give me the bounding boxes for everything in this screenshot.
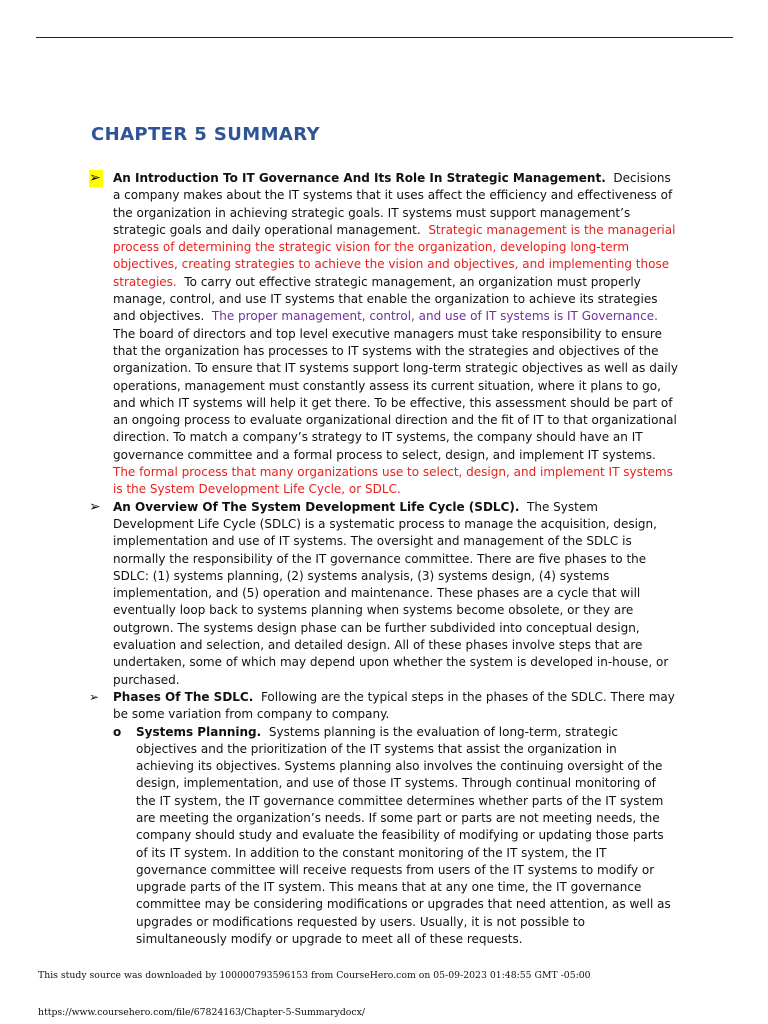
- section-sdlc-phases: [89, 689, 678, 724]
- subsection-heading: Systems Planning.: [136, 724, 262, 739]
- header-rule: [36, 37, 733, 38]
- document-body: [89, 170, 678, 948]
- section-it-governance: [89, 170, 678, 499]
- source-url: https://www.coursehero.com/file/67824163/Chapter-5-Summarydocx/: [38, 1007, 365, 1018]
- section-heading: An Introduction To IT Governance And Its Role In Strategic Management.: [113, 171, 606, 185]
- circle-bullet-icon: o: [113, 724, 122, 739]
- body-text: To carry out effective strategic management, an organization must properly manage, control, and use IT systems that enable the organization to achieve its strategies and objectives.: [113, 274, 658, 324]
- arrow-bullet-icon: ➢: [89, 170, 109, 187]
- highlighted-definition: The proper management, control, and use of IT systems is IT Governance.: [211, 309, 658, 324]
- section-heading: Phases Of The SDLC.: [113, 689, 254, 704]
- page-title: CHAPTER 5 SUMMARY: [91, 124, 320, 145]
- body-text: Decisions a company makes about the IT systems that it uses affect the efficiency and effectiveness of the organization in achieving strategic goals. IT systems must support management’s strategic goals and daily operational management.: [113, 171, 673, 237]
- highlighted-definition: The formal process that many organizations use to select, design, and implement IT systems is the System Development Life Cycle, or SDLC.: [113, 465, 673, 497]
- subsection-systems-planning: [113, 724, 678, 949]
- arrow-bullet-icon: ➢: [89, 498, 101, 515]
- section-sdlc-overview: [89, 498, 678, 689]
- arrow-bullet-icon: ➢: [89, 689, 100, 704]
- body-text: Following are the typical steps in the phases of the SDLC. There may be some variation from company to company.: [113, 689, 675, 722]
- highlighted-definition: Strategic management is the managerial process of determining the strategic vision for the organization, developing long-term objectives, creating strategies to achieve the vision and objectives, and implementing those strategies.: [113, 222, 676, 289]
- body-text: Systems planning is the evaluation of long-term, strategic objectives and the prioritization of the IT systems that assist the organization in achieving its objectives. Systems planning also involves the continuing oversight of the design, implementation, and use of those IT systems. Through continual monitoring of the IT system, the IT governance committee determines whether parts of the IT system are meeting the organization’s needs. If some part or parts are not meeting needs, the company should study and evaluate the feasibility of modifying or updating those parts of its IT system. In addition to the constant monitoring of the IT system, the IT governance committee will receive requests from users of the IT systems to modify or upgrade parts of the IT system. This means that at any one time, the IT governance committee may be considering modifications or upgrades that need attention, as well as upgrades or modifications requested by users. Usually, it is not possible to simultaneously modify or upgrade to meet all of these requests.: [136, 724, 671, 947]
- body-text: The board of directors and top level executive managers must take responsibility to ensure that the organization has processes to IT systems with the strategies and objectives of the organization. To ensure that IT systems support long-term strategic objectives as well as daily operations, management must constantly assess its current situation, where it plans to go, and which IT systems will help it get there. To be effective, this assessment should be part of an ongoing process to evaluate organizational direction and the fit of IT to that organizational direction. To match a company’s strategy to IT systems, the company should have an IT governance committee and a formal process to select, design, and implement IT systems.: [113, 326, 678, 462]
- section-heading: An Overview Of The System Development Life Cycle (SDLC).: [113, 499, 520, 514]
- download-note: This study source was downloaded by 100000793596153 from CourseHero.com on 05-09-2023 01:48:55 GMT -05:00: [38, 970, 591, 981]
- body-text: The System Development Life Cycle (SDLC) is a systematic process to manage the acquisition, design, implementation and use of IT systems. The oversight and management of the SDLC is normally the responsibility of the IT governance committee. There are five phases to the SDLC: (1) systems planning, (2) systems analysis, (3) systems design, (4) systems implementation, and (5) operation and maintenance. These phases are a cycle that will eventually loop back to systems planning when systems become obsolete, or they are outgrown. The systems design phase can be further subdivided into conceptual design, evaluation and selection, and detailed design. All of these phases involve steps that are undertaken, some of which may depend upon whether the system is developed in-house, or purchased.: [113, 499, 669, 687]
